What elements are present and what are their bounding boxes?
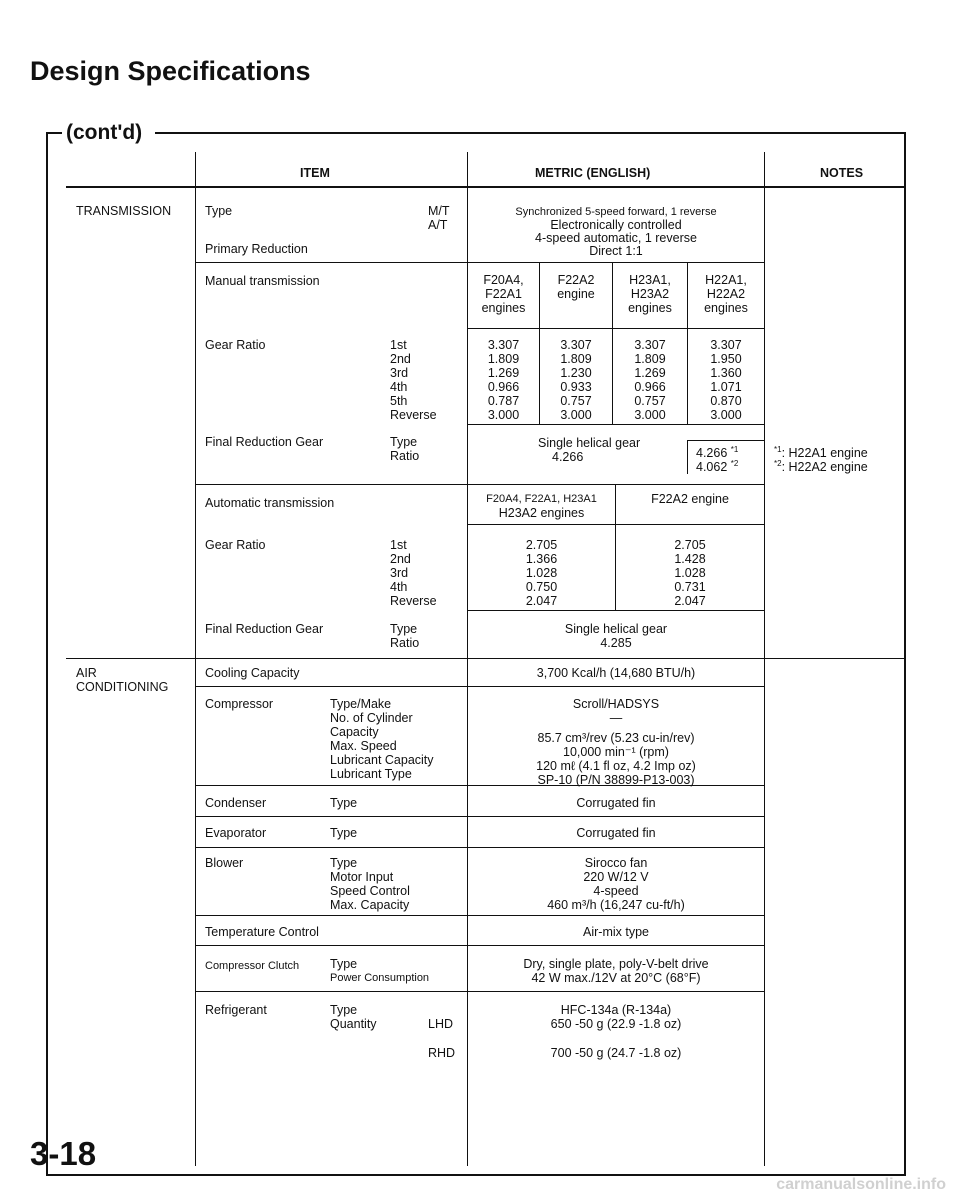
- evaporator-value: Corrugated fin: [576, 826, 656, 840]
- primary-reduction-value: Direct 1:1: [589, 244, 643, 258]
- gear-ratio-value: 1.071: [710, 380, 742, 394]
- compressor-value: 10,000 min⁻¹ (rpm): [563, 745, 669, 759]
- rhd-label: RHD: [428, 1046, 456, 1060]
- watermark: carmanualsonline.info: [776, 1176, 946, 1193]
- gear-label: 3rd: [390, 366, 409, 380]
- engine-col-3: engines: [628, 301, 672, 315]
- engine-col-2: F22A2: [557, 273, 595, 287]
- gear-ratio-value: 1.366: [525, 552, 558, 566]
- auto-col-1-header-2: H23A2 engines: [498, 506, 585, 520]
- engine-col-4: H22A2: [706, 287, 746, 301]
- primary-reduction-label: Primary Reduction: [205, 242, 308, 256]
- evaporator-type-label: Type: [330, 826, 358, 840]
- gear-ratio-value: 0.966: [487, 380, 520, 394]
- gear-ratio-value: 2.047: [674, 594, 706, 608]
- final-type-value: Single helical gear: [538, 436, 641, 450]
- gear-ratio-value: 2.705: [674, 538, 706, 552]
- engine-col-1: F20A4,: [483, 273, 524, 287]
- gear-label: 1st: [390, 338, 407, 352]
- engine-col-4: H22A1,: [705, 273, 747, 287]
- gear-ratio-value: 0.757: [560, 394, 592, 408]
- gear-label: 3rd: [390, 566, 409, 580]
- gear-label: Reverse: [390, 408, 437, 422]
- gear-ratio-value: 0.966: [634, 380, 666, 394]
- compressor-label: Compressor: [205, 697, 274, 711]
- note-2: $^{*2}$: H22A2 engine: [774, 458, 868, 474]
- cooling-capacity-value: 3,700 Kcal/h (14,680 BTU/h): [536, 666, 696, 680]
- engine-col-1: engines: [481, 301, 526, 315]
- page-subtitle: (cont'd): [66, 121, 143, 144]
- auto-col-2-header: F22A2 engine: [651, 492, 729, 506]
- gear-ratio-value: 1.428: [674, 552, 706, 566]
- gear-label: 4th: [390, 380, 408, 394]
- blower-item: Max. Capacity: [330, 898, 410, 912]
- compressor-item: Lubricant Type: [330, 767, 412, 781]
- gear-label: 4th: [390, 580, 408, 594]
- note-1: $^{*1}$: H22A1 engine: [774, 444, 868, 460]
- gear-label: Reverse: [390, 594, 437, 608]
- blower-value: 460 m³/h (16,247 cu-ft/h): [547, 898, 685, 912]
- compressor-value: 120 mℓ (4.1 fl oz, 4.2 Imp oz): [536, 759, 696, 773]
- condenser-type-label: Type: [330, 796, 358, 810]
- compressor-item: Max. Speed: [330, 739, 397, 753]
- gear-ratio-value: 0.787: [487, 394, 520, 408]
- condenser-label: Condenser: [205, 796, 267, 810]
- gear-ratio-value: 1.809: [634, 352, 666, 366]
- refrigerant-label: Refrigerant: [205, 1003, 267, 1017]
- compressor-item: Capacity: [330, 725, 379, 739]
- section-transmission: TRANSMISSION: [76, 204, 172, 218]
- lhd-label: LHD: [428, 1017, 454, 1031]
- auto-final-type-label: Type: [390, 622, 418, 636]
- blower-label: Blower: [205, 856, 244, 870]
- gear-ratio-value: 1.809: [487, 352, 520, 366]
- blower-item: Motor Input: [330, 870, 394, 884]
- gear-ratio-value: 2.705: [525, 538, 558, 552]
- gear-ratio-value: 1.230: [560, 366, 592, 380]
- gear-label: 1st: [390, 538, 407, 552]
- compressor-value: —: [609, 711, 623, 725]
- final-type-label: Type: [390, 435, 418, 449]
- blower-item: Speed Control: [330, 884, 410, 898]
- type-mt-value: Synchronized 5-speed forward, 1 reverse: [515, 206, 717, 218]
- clutch-value-1: Dry, single plate, poly-V-belt drive: [523, 957, 709, 971]
- clutch-value-2: 42 W max./12V at 20°C (68°F): [531, 971, 701, 985]
- gear-label: 2nd: [390, 352, 411, 366]
- gear-ratio-value: 3.000: [710, 408, 742, 422]
- engine-col-1: F22A1: [485, 287, 522, 301]
- gear-ratio-value: 3.000: [487, 408, 520, 422]
- type-at-value-1: Electronically controlled: [550, 218, 682, 232]
- gear-ratio-value: 0.731: [674, 580, 706, 594]
- gear-ratio-value: 3.307: [710, 338, 742, 352]
- at-label: A/T: [428, 218, 448, 232]
- section-air-conditioning-2: CONDITIONING: [76, 680, 169, 694]
- gear-ratio-value: 1.269: [634, 366, 666, 380]
- quantity-rhd-value: 700 -50 g (24.7 -1.8 oz): [550, 1046, 682, 1060]
- engine-col-2: engine: [557, 287, 595, 301]
- clutch-power-label: Power Consumption: [330, 972, 430, 984]
- engine-col-4: engines: [704, 301, 748, 315]
- auto-final-ratio-label: Ratio: [390, 636, 420, 650]
- engine-col-3: H23A2: [630, 287, 670, 301]
- type-at-value-2: 4-speed automatic, 1 reverse: [535, 231, 697, 245]
- gear-ratio-value: 3.307: [634, 338, 666, 352]
- temperature-control-label: Temperature Control: [205, 925, 319, 939]
- gear-ratio-value: 1.809: [560, 352, 592, 366]
- blower-value: Sirocco fan: [584, 856, 648, 870]
- final-ratio-h22a1: 4.266 $^{*1}$: [696, 444, 739, 460]
- gear-ratio-value: 0.757: [634, 394, 666, 408]
- gear-ratio-value: 3.000: [560, 408, 592, 422]
- auto-final-ratio-value: 4.285: [600, 636, 632, 650]
- auto-final-type-value: Single helical gear: [564, 622, 668, 636]
- mt-label: M/T: [428, 204, 450, 218]
- page-title: Design Specifications: [30, 56, 311, 86]
- gear-ratio-value: 1.950: [710, 352, 742, 366]
- gear-ratio-label: Gear Ratio: [205, 338, 266, 352]
- refrigerant-type-label: Type: [330, 1003, 358, 1017]
- quantity-lhd-value: 650 -50 g (22.9 -1.8 oz): [550, 1017, 682, 1031]
- gear-ratio-value: 1.269: [487, 366, 520, 380]
- temperature-control-value: Air-mix type: [583, 925, 649, 939]
- gear-ratio-value: 1.028: [525, 566, 558, 580]
- gear-ratio-value: 0.933: [560, 380, 592, 394]
- auto-col-1-header: F20A4, F22A1, H23A1: [486, 493, 597, 505]
- final-ratio-label: Ratio: [390, 449, 420, 463]
- compressor-item: Type/Make: [330, 697, 392, 711]
- final-reduction-label: Final Reduction Gear: [205, 435, 324, 449]
- type-label: Type: [205, 204, 233, 218]
- gear-ratio-value: 2.047: [525, 594, 558, 608]
- header-metric: METRIC (ENGLISH): [535, 166, 651, 180]
- gear-ratio-value: 3.307: [560, 338, 592, 352]
- refrigerant-quantity-label: Quantity: [330, 1017, 377, 1031]
- compressor-value: Scroll/HADSYS: [572, 697, 660, 711]
- gear-label: 2nd: [390, 552, 411, 566]
- header-notes: NOTES: [820, 166, 864, 180]
- compressor-value: 85.7 cm³/rev (5.23 cu-in/rev): [537, 731, 695, 745]
- manual-transmission-label: Manual transmission: [205, 274, 320, 288]
- clutch-type-label: Type: [330, 957, 358, 971]
- compressor-item: No. of Cylinder: [330, 711, 413, 725]
- engine-col-3: H23A1,: [629, 273, 671, 287]
- blower-value: 220 W/12 V: [583, 870, 649, 884]
- blower-item: Type: [330, 856, 358, 870]
- compressor-value: SP-10 (P/N 38899-P13-003): [537, 773, 695, 787]
- gear-ratio-value: 3.307: [487, 338, 520, 352]
- auto-final-reduction-label: Final Reduction Gear: [205, 622, 324, 636]
- evaporator-label: Evaporator: [205, 826, 267, 840]
- gear-ratio-value: 3.000: [634, 408, 666, 422]
- blower-value: 4-speed: [593, 884, 639, 898]
- final-ratio-h22a2: 4.062 $^{*2}$: [696, 458, 739, 474]
- cooling-capacity-label: Cooling Capacity: [205, 666, 300, 680]
- compressor-item: Lubricant Capacity: [330, 753, 434, 767]
- compressor-clutch-label: Compressor Clutch: [205, 960, 300, 972]
- page-number: 3-18: [30, 1135, 97, 1172]
- gear-ratio-value: 1.028: [674, 566, 706, 580]
- gear-label: 5th: [390, 394, 408, 408]
- auto-gear-ratio-label: Gear Ratio: [205, 538, 266, 552]
- gear-ratio-value: 0.750: [525, 580, 558, 594]
- gear-ratio-value: 0.870: [710, 394, 742, 408]
- gear-ratio-value: 1.360: [710, 366, 742, 380]
- automatic-transmission-label: Automatic transmission: [205, 496, 335, 510]
- header-item: ITEM: [300, 166, 330, 180]
- final-ratio-value: 4.266: [552, 450, 584, 464]
- section-air-conditioning: AIR: [76, 666, 97, 680]
- condenser-value: Corrugated fin: [576, 796, 656, 810]
- refrigerant-value: HFC-134a (R-134a): [560, 1003, 672, 1017]
